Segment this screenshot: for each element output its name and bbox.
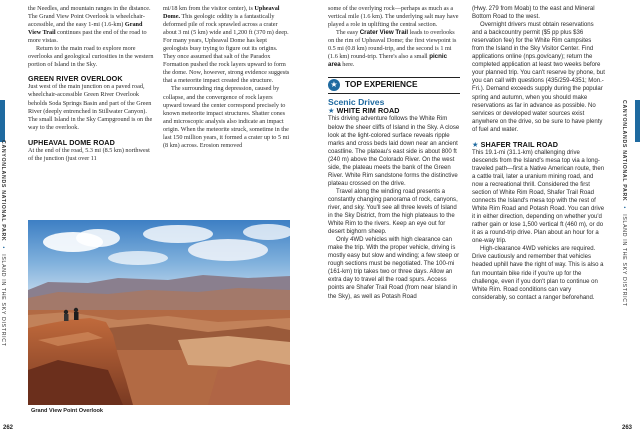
- side-running-head: CANYONLANDS NATIONAL PARK • ISLAND IN THE SKY DISTRICT: [0, 140, 6, 347]
- heading-upheaval-dome-road: UPHEAVAL DOME ROAD: [28, 137, 115, 147]
- grand-view-point-photo: [28, 220, 290, 405]
- paragraph: Return to the main road to explore more overlooks and geological curiosities in the western portion of Island in the Sky.: [28, 45, 154, 69]
- left-col-1: [28, 5, 155, 163]
- paragraph: The easy Crater View Trail leads to overlooks on the rim of Upheaval Dome; the first viewpoint is 0.5 mi (0.8 km) round-trip, and the second is 1 mi (1.6 km) round-trip. There's also a small picnic area here.: [328, 29, 457, 69]
- right-col-2: [472, 5, 605, 302]
- crater-view-trail: Crater View Trail: [359, 29, 409, 37]
- paragraph: some of the overlying rock—perhaps as much as a vertical mile (1.6 km). The underlying salt may have played a role in uplifting the central section.: [328, 5, 459, 29]
- paragraph: Travel along the winding road presents a constantly changing panorama of rock, canyons, river, and sky. You'll see all three levels of Island in the Sky District, from the high plateaus to the White Rim to the rivers. Keep an eye out for desert bighorn sheep.: [328, 188, 458, 236]
- heading-green-river-overlook: GREEN RIVER OVERLOOK: [28, 74, 123, 84]
- star-icon: ★: [328, 79, 340, 91]
- paragraph: mi/18 km from the visitor center), is Upheaval Dome. This geologic oddity is a fantastically deformed pile of rock sprawled across a crater about 3 mi (5 km) wide and 1,200 ft (370 m) deep. For many years, Upheaval Dome has kept geologists busy trying to figure out its origins. They once assumed that salt of the Paradox Formation pushed the rock layers upward to form the dome. Now, however, strong evidence suggests that a meteorite impact created the structure.: [163, 5, 290, 85]
- paragraph: At the end of the road, 5.3 mi (8.5 km) northwest of the junction (just over 11: [28, 146, 150, 162]
- paragraph: The surrounding ring depression, caused by collapse, and the convergence of rock layers upward toward the center correspond precisely to known meteorite impact structures. Shatter cones and microscopic analysis also indicate an impact origin. When the meteorite struck, sometime in the last 150 million years, it formed a crater up to 5 mi (8 km) across. Erosion removed: [163, 85, 290, 149]
- heading-shafer-trail-road: ★ SHAFER TRAIL ROAD: [472, 139, 559, 149]
- upheaval-dome: Upheaval Dome.: [163, 5, 280, 21]
- star-icon: ★: [328, 106, 335, 116]
- left-col-2: [163, 5, 290, 150]
- paragraph: Overnight drivers must obtain reservations and a backcountry permit ($5 pp plus $36 reservation fee) for the White Rim campsites from the Island in the Sky Visitor Center. Find applications online (nps.gov/cany); return the completed application at least two weeks before your planned trip. You can't reserve by phone, but you can call with questions (435/259-4351; Mon.-Fri.). Demand exceeds supply during the popular spring and autumn, when you should make reservations as far in advance as possible. No services or developed water sources exist anywhere on the drive, so be sure to have plenty of fuel and water.: [472, 22, 605, 133]
- paragraph: High-clearance 4WD vehicles are required. Drive cautiously and remember that vehicles headed uphill have the right of way. This is also a fun mountain bike ride if you're up for the challenge, even if you don't plan to continue on White Rim. Road conditions can vary considerably, so contact a ranger beforehand.: [472, 246, 604, 301]
- page-number: 263: [622, 425, 633, 431]
- top-experience-label: TOP EXPERIENCE: [345, 79, 418, 90]
- paragraph: Only 4WD vehicles with high clearance can make the trip. With the proper vehicle, driving is mostly easy but slow and winding; a few steep or rough sections must be negotiated. The 100-mi (161-km) trip takes two or three days. Allow an extra day to travel all the road spurs. Access points are Shafer Trail Road (from near Island in the Sky), as well as Potash Road: [328, 237, 460, 300]
- paragraph: This 19.1-mi (31.1-km) challenging drive descends from the Island's mesa top via a long-traveled path—first a Native American route, then a cattle trail, later a uranium mining road, and now a recreational thrill. Considered the first section of White Rim Road, Shafer Trail Road connects the Island's mesa top with the rest of White Rim Road and Potash Road. You can drive it in either direction, depending on whether you'd rather gain or lose 1,500 vertical ft (460 m), or do it as a round-trip drive. Plan about an hour for a one-way trip.: [472, 149, 605, 245]
- paragraph: This driving adventure follows the White Rim below the sheer cliffs of Island in the Sky. A close look at the light-colored surface reveals ripple marks and cross beds laid down near an ancient coastline. The plateau's east side is about 800 ft (240 m) above the Colorado River. On the west side, the plateau meets the bank of the Green River. White Rim sandstone forms the distinctive plateau crossed on the drive.: [328, 116, 460, 187]
- page-number: 262: [3, 425, 14, 431]
- picnic-area: picnic area: [328, 53, 448, 69]
- side-running-head: CANYONLANDS NATIONAL PARK • ISLAND IN THE SKY DISTRICT: [621, 100, 627, 307]
- photo-illustration: [28, 220, 290, 405]
- top-experience-banner: [328, 77, 460, 94]
- photo-caption: Grand View Point Overlook: [31, 408, 104, 414]
- heading-scenic-drives: Scenic Drives: [328, 97, 385, 108]
- chapter-tab: [0, 100, 5, 142]
- paragraph: (Hwy. 279 from Moab) to the east and Mineral Bottom Road to the west.: [472, 6, 595, 21]
- star-icon: ★: [472, 139, 479, 149]
- heading-white-rim-road: ★ WHITE RIM ROAD: [328, 106, 400, 116]
- chapter-tab: [635, 100, 640, 142]
- paragraph: the Needles, and mountain ranges in the distance. The Grand View Point Overlook is wheelchair-accessible, and the easy 1-mi (1.6-km) Grand View Trail continues past the end of the road to more vistas.: [28, 5, 151, 45]
- paragraph: Just west of the main junction on a paved road, wheelchair-accessible Green River Overlook beholds Soda Springs Basin and part of the Green River (deeply entrenched in Stillwater Canyon). The small Island in the Sky Campground is on the way to the overlook.: [28, 83, 153, 131]
- right-col-1: [328, 5, 460, 301]
- grand-view-trail: Grand View Trail: [28, 21, 143, 37]
